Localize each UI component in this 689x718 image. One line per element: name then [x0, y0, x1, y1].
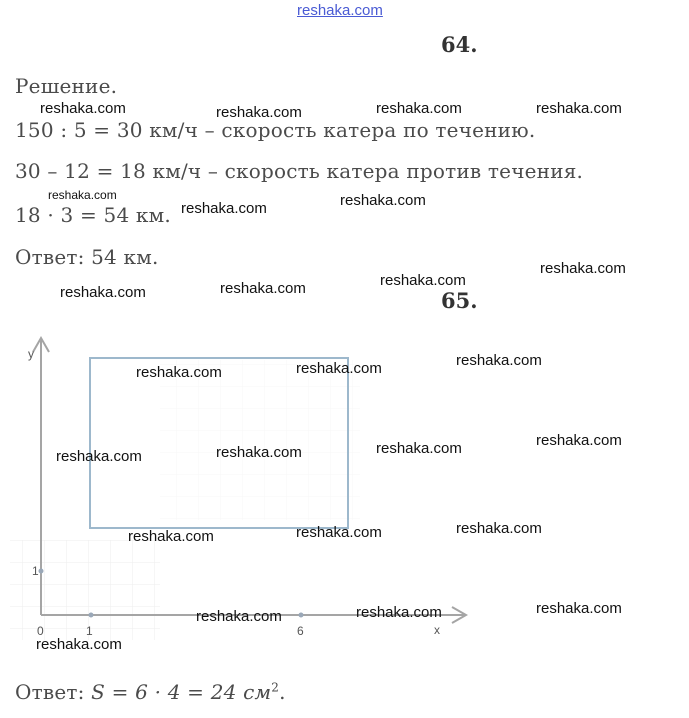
grid-area: [10, 540, 160, 640]
watermark: reshaka.com: [380, 272, 466, 289]
watermark: reshaka.com: [456, 520, 542, 537]
y-axis-label: y: [28, 347, 34, 361]
watermark: reshaka.com: [220, 280, 306, 297]
watermark: reshaka.com: [128, 528, 214, 545]
problem-65-number: 65.: [441, 288, 478, 313]
answer-65-square: 2: [271, 680, 280, 695]
watermark: reshaka.com: [216, 104, 302, 121]
x-tick-1-label: 1: [86, 624, 93, 638]
watermark: reshaka.com: [456, 352, 542, 369]
watermark: reshaka.com: [136, 364, 222, 381]
y-tick-1-label: 1: [32, 564, 39, 578]
watermark: reshaka.com: [376, 100, 462, 117]
watermark: reshaka.com: [536, 100, 622, 117]
x-tick-6-label: 6: [297, 624, 304, 638]
watermark: reshaka.com: [196, 608, 282, 625]
answer-65-expression: S = 6 · 4 = 24 см: [91, 680, 272, 704]
watermark: reshaka.com: [296, 524, 382, 541]
problem-64-number: 64.: [441, 32, 478, 57]
watermark: reshaka.com: [340, 192, 426, 209]
solution-line-2: 30 – 12 = 18 км/ч – скорость катера против течения.: [15, 159, 584, 183]
watermark: reshaka.com: [376, 440, 462, 457]
watermark: reshaka.com: [536, 432, 622, 449]
watermark: reshaka.com: [356, 604, 442, 621]
x-tick-6: [299, 613, 304, 618]
y-tick-1: [39, 569, 44, 574]
grid-area-faint: [160, 360, 360, 520]
site-link[interactable]: reshaka.com: [297, 2, 383, 19]
watermark: reshaka.com: [296, 360, 382, 377]
solution-line-1: 150 : 5 = 30 км/ч – скорость катера по течению.: [15, 118, 536, 142]
watermark: reshaka.com: [536, 600, 622, 617]
x-tick-1: [89, 613, 94, 618]
watermark: reshaka.com: [181, 200, 267, 217]
answer-65-prefix: Ответ:: [15, 680, 92, 704]
watermark: reshaka.com: [48, 188, 117, 202]
watermark: reshaka.com: [60, 284, 146, 301]
watermark: reshaka.com: [56, 448, 142, 465]
solution-heading: Решение.: [15, 74, 118, 98]
solution-line-3: 18 · 3 = 54 км.: [15, 203, 171, 227]
answer-64: Ответ: 54 км.: [15, 245, 159, 269]
watermark: reshaka.com: [40, 100, 126, 117]
watermark: reshaka.com: [216, 444, 302, 461]
answer-65-end: .: [279, 680, 286, 704]
x-axis-label: x: [434, 623, 440, 637]
watermark: reshaka.com: [36, 636, 122, 653]
watermark: reshaka.com: [540, 260, 626, 277]
origin-label: 0: [37, 624, 44, 638]
answer-65: [15, 680, 286, 704]
